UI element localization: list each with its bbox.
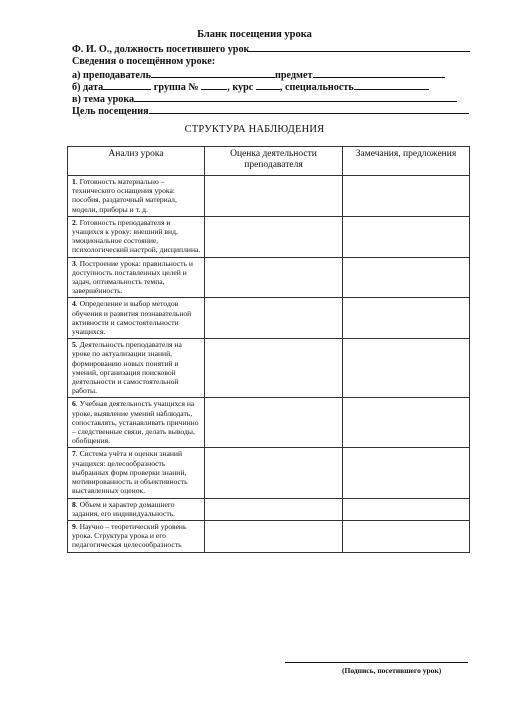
criterion-text: . Система учёта и оценки знаний учащихся: целесообразность выбранных форм проверки знаний, мотивированность и объективность выставленных оценок. [72, 449, 188, 496]
criterion-number: 8 [72, 499, 76, 509]
criterion-number: 2 [72, 217, 76, 227]
goal-line [72, 104, 469, 118]
criterion-cell [68, 520, 205, 552]
criterion-text: . Деятельность преподавателя на уроке по актуализации знаний, формированию новых понятий и умений, организация поисковой деятельности и самостоятельной работы. [72, 340, 182, 396]
remarks-cell[interactable] [343, 520, 470, 552]
column-header-evaluation: Оценка деятельности преподавателя [205, 147, 343, 176]
table-row [68, 257, 470, 298]
table-row [68, 216, 470, 257]
evaluation-cell[interactable] [205, 398, 343, 448]
criterion-cell [68, 448, 205, 498]
goal-label: Цель посещения [72, 106, 149, 117]
signature-caption: (Подпись, посетившего урок) [342, 666, 442, 675]
subject-blank[interactable] [313, 68, 445, 78]
remarks-cell[interactable] [343, 176, 470, 217]
goal-blank[interactable] [149, 104, 469, 114]
remarks-cell[interactable] [343, 498, 470, 520]
remarks-cell[interactable] [343, 398, 470, 448]
fio-label: Ф. И. О., должность посетившего урок [72, 44, 250, 55]
remarks-cell[interactable] [343, 298, 470, 339]
remarks-cell[interactable] [343, 448, 470, 498]
date-label: б) дата [72, 82, 104, 93]
criterion-number: 7 [72, 449, 76, 459]
teacher-blank[interactable] [151, 68, 275, 78]
table-row [68, 520, 470, 552]
course-label: , курс [227, 82, 254, 93]
teacher-label: а) преподаватель [72, 70, 151, 81]
criterion-cell [68, 398, 205, 448]
evaluation-cell[interactable] [205, 216, 343, 257]
criterion-cell [68, 257, 205, 298]
evaluation-cell[interactable] [205, 298, 343, 339]
table-header-row [68, 147, 470, 176]
criterion-number: 1 [72, 177, 76, 186]
table-row [68, 176, 470, 217]
table-row [68, 398, 470, 448]
date-blank[interactable] [103, 80, 151, 90]
specialty-label: , специальность [279, 82, 354, 93]
remarks-cell[interactable] [343, 339, 470, 398]
criterion-number: 4 [72, 299, 76, 309]
fio-line [72, 42, 470, 56]
criterion-text: . Учебная деятельность учащихся на уроке, выявление умений наблюдать, сопоставлять, устанавливать причинно – следственные связи, делать выводы, обобщения. [72, 399, 199, 446]
signature-line[interactable] [285, 662, 468, 663]
table-row [68, 298, 470, 339]
subject-label: предмет [274, 70, 313, 81]
criterion-number: 3 [72, 258, 76, 268]
group-blank[interactable] [201, 80, 227, 90]
criterion-text: . Определение и выбор методов обучения и развития познавательной активности и самостоятельности учащихся. [72, 299, 192, 337]
table-row [68, 448, 470, 498]
evaluation-cell[interactable] [205, 448, 343, 498]
criterion-cell [68, 216, 205, 257]
criterion-cell [68, 498, 205, 520]
topic-label: в) тема урока [72, 94, 135, 105]
criterion-cell [68, 176, 205, 217]
form-title: Бланк посещения урока [197, 29, 312, 40]
evaluation-cell[interactable] [205, 339, 343, 398]
observation-table [67, 146, 470, 553]
info-label: Сведения о посещённом уроке: [72, 56, 216, 67]
remarks-cell[interactable] [343, 216, 470, 257]
criterion-text: . Научно – теоретический уровень урока. Структура урока и его педагогическая целесообразность [72, 521, 187, 550]
fio-blank[interactable] [249, 42, 470, 52]
criterion-text: . Готовность преподавателя и учащихся к уроку: внешний вид, эмоциональное состояние, психологический настрой, дисциплина. [72, 217, 201, 255]
observation-table-body [68, 176, 470, 553]
specialty-blank[interactable] [354, 80, 429, 90]
table-row [68, 498, 470, 520]
criterion-number: 5 [72, 340, 76, 350]
evaluation-cell[interactable] [205, 176, 343, 217]
evaluation-cell[interactable] [205, 520, 343, 552]
criterion-text: . Построение урока: правильность и доступность поставленных целей и задач, оптимальность темпа, завершённость. [72, 258, 193, 296]
evaluation-cell[interactable] [205, 498, 343, 520]
criterion-number: 9 [72, 521, 76, 531]
criterion-text: . Объем и характер домашнего задания, его индивидуальность. [72, 499, 176, 518]
course-blank[interactable] [256, 80, 280, 90]
criterion-number: 6 [72, 399, 76, 409]
group-label: группа № [153, 82, 199, 93]
criterion-text: . Готовность материально – технического оснащения урока: пособия, раздаточный материал, модели, приборы и т. д. [72, 177, 177, 214]
topic-blank[interactable] [134, 92, 457, 102]
structure-title: СТРУКТУРА НАБЛЮДЕНИЯ [184, 124, 325, 135]
remarks-cell[interactable] [343, 257, 470, 298]
table-row [68, 339, 470, 398]
criterion-cell [68, 339, 205, 398]
evaluation-cell[interactable] [205, 257, 343, 298]
info-line [72, 56, 215, 68]
criterion-cell [68, 298, 205, 339]
column-header-analysis: Анализ урока [68, 147, 205, 176]
column-header-remarks: Замечания, предложения [343, 147, 470, 176]
